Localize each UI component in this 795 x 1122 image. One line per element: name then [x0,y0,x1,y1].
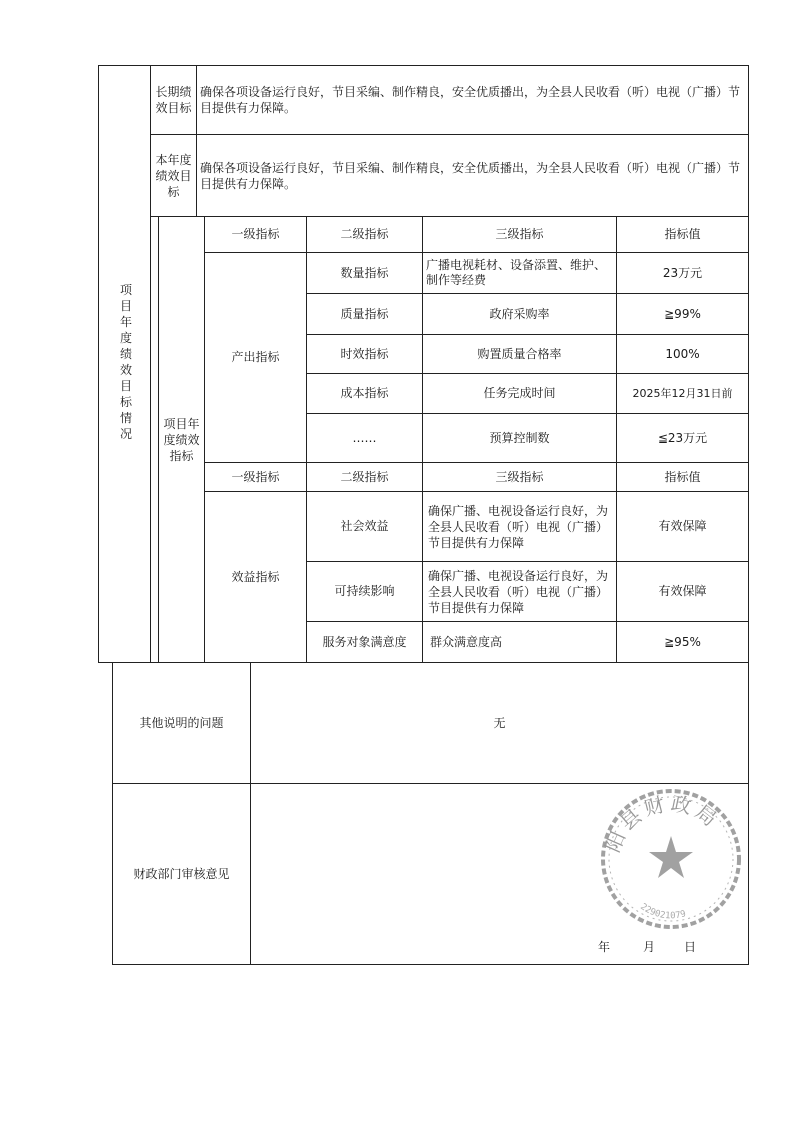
border-bottom [112,964,748,965]
benefit-row-level2: 可持续影响 [334,584,395,598]
output-row-value: 23万元 [662,265,703,280]
stamp-serial: 229021079 [638,901,688,922]
header1-level1: 一级指标 [231,227,280,241]
output-row-value: 100% [665,346,700,361]
benefit-row-level2: 服务对象满意度 [322,634,407,649]
benefit-row-level3: 确保广播、电视设备运行良好，为全县人民收看（听）电视（广播）节目提供有力保障 [428,503,609,550]
output-row-level3: 任务完成时间 [483,386,556,400]
long-term-text: 确保各项设备运行良好，节目采编、制作精良，安全优质播出，为全县人民收看（听）电视（广播）节目提供有力保障。 [200,85,741,115]
output-row-level2: 成本指标 [340,386,389,400]
output-row-value: ≧99% [664,306,701,321]
other-value: 无 [493,715,506,730]
svg-text:229021079 [638,902,687,921]
date-day: 日 [684,940,697,954]
date-year: 年 [598,940,611,954]
header1-level2: 二级指标 [340,227,389,241]
benefit-row-level3: 确保广播、电视设备运行良好，为全县人民收看（听）电视（广播）节目提供有力保障 [428,568,609,615]
other-label: 其他说明的问题 [139,715,224,730]
output-row-value: ≦23万元 [657,430,708,445]
svg-text:阳县财政局 [600,791,724,856]
benefit-row-level3: 群众满意度高 [430,635,503,649]
header2-level2: 二级指标 [340,469,389,484]
output-row-level3: 广播电视耗材、设备添置、维护、制作等经费 [426,258,607,287]
output-label: 产出指标 [231,350,280,364]
benefit-row-value: ≧95% [664,634,701,649]
official-seal-icon [596,784,746,934]
output-row-level2: 时效指标 [340,346,389,361]
long-term-label: 长期绩效目标 [155,85,192,115]
header2-level3: 三级指标 [495,469,544,484]
date-month: 月 [643,940,656,954]
header1-level3: 三级指标 [495,227,544,241]
output-row-level3: 购置质量合格率 [477,346,562,361]
benefit-label: 效益指标 [231,569,280,584]
border-right [748,65,749,965]
finance-label-divider [250,783,251,964]
benefit-row-value: 有效保障 [658,584,707,598]
header2-value: 指标值 [664,469,701,484]
output-row-level2: 质量指标 [340,306,389,321]
header2-level1: 一级指标 [231,469,280,484]
goal-label-divider [196,65,197,216]
benefit-row-level2: 社会效益 [340,519,389,533]
output-row-level3: 政府采购率 [489,306,550,321]
header1-value: 指标值 [664,227,701,241]
finance-label: 财政部门审核意见 [133,866,230,881]
indicator-label: 项目年度绩效指标 [163,416,200,463]
annual-text: 确保各项设备运行良好，节目采编、制作精良，安全优质播出，为全县人民收看（听）电视（广播）节目提供有力保障。 [200,160,741,191]
output-row-level2: 数量指标 [340,265,389,280]
stamp-text: 阳县财政局 [600,791,725,856]
section-label: 项目年度绩效目标情况 [119,283,132,441]
border-left-upper [98,65,99,663]
output-row-level2: …… [352,430,377,445]
annual-label: 本年度绩效目标 [155,152,192,199]
output-row-level3: 预算控制数 [489,430,550,445]
benefit-row-value: 有效保障 [658,519,707,533]
output-row-value: 2025年12月31日前 [632,387,733,400]
